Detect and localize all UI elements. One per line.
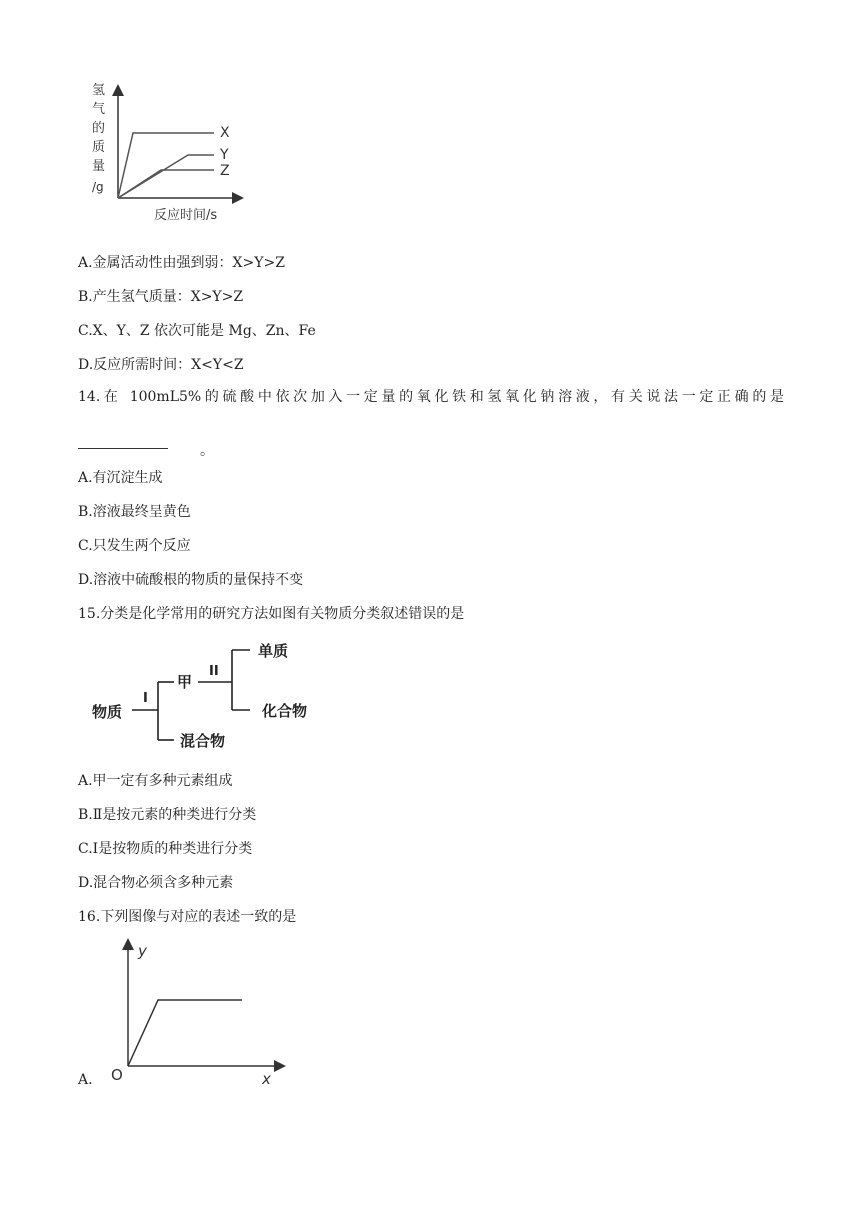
series-z-label: Z	[220, 163, 230, 179]
q16-stem: 16.下列图像与对应的表述一致的是	[78, 909, 297, 925]
y-axis-label-char: 的	[92, 121, 106, 136]
origin-label: O	[111, 1066, 123, 1084]
q15-option-a: A.甲一定有多种元素组成	[78, 773, 233, 789]
y-axis-label-char: 量	[92, 159, 106, 174]
branch-label-2: II	[209, 664, 219, 679]
leaf-node-1: 单质	[258, 642, 289, 660]
y-axis-label-char: /g	[92, 180, 104, 194]
x-axis-label: 反应时间/s	[154, 208, 218, 223]
q13-option-c: C.X、Y、Z 依次可能是 Mg、Zn、Fe	[78, 323, 316, 339]
q16-option-a: A.	[78, 1072, 93, 1088]
q14-period: 。	[200, 443, 214, 459]
leaf-node-2: 化合物	[262, 702, 308, 720]
node-b: 混合物	[180, 732, 226, 750]
series-x-label: X	[220, 125, 230, 141]
q14-option-b: B.溶液最终呈黄色	[78, 504, 191, 520]
q13-option-b: B.产生氢气质量：X>Y>Z	[78, 289, 244, 305]
node-a: 甲	[177, 673, 193, 691]
branch-label-1: I	[143, 691, 148, 706]
q13-option-d: D.反应所需时间：X<Y<Z	[78, 357, 244, 373]
series-y-line	[118, 155, 214, 198]
q15-option-b: B.Ⅱ是按元素的种类进行分类	[78, 807, 257, 823]
q14-option-a: A.有沉淀生成	[78, 470, 163, 486]
q15-option-c: C.Ⅰ是按物质的种类进行分类	[78, 841, 253, 857]
q14-option-d: D.溶液中硫酸根的物质的量保持不变	[78, 572, 304, 588]
q15-option-d: D.混合物必须含多种元素	[78, 875, 234, 891]
series-z-line	[118, 170, 214, 198]
x-axis-label: x	[262, 1070, 271, 1088]
classification-diagram	[86, 632, 326, 758]
y-axis-label-char: 气	[92, 102, 106, 117]
q14-stem: 14.在 100mL5%的硫酸中依次加入一定量的氧化铁和氢氧化钠溶液，有关说法一定正确的是	[78, 389, 784, 405]
q15-stem: 15.分类是化学常用的研究方法如图有关物质分类叙述错误的是	[78, 606, 465, 622]
series-y-label: Y	[220, 147, 229, 163]
graph-line	[128, 1000, 242, 1066]
hydrogen-mass-graph	[86, 78, 246, 228]
y-axis-label-char: 氢	[92, 83, 106, 98]
y-axis-label-char: 质	[92, 140, 106, 155]
option-a-graph	[108, 938, 288, 1088]
answer-blank	[78, 438, 168, 449]
q13-option-a: A.金属活动性由强到弱：X>Y>Z	[78, 255, 285, 271]
y-axis-label: y	[138, 942, 147, 960]
q14-option-c: C.只发生两个反应	[78, 538, 191, 554]
root-node: 物质	[92, 703, 123, 721]
